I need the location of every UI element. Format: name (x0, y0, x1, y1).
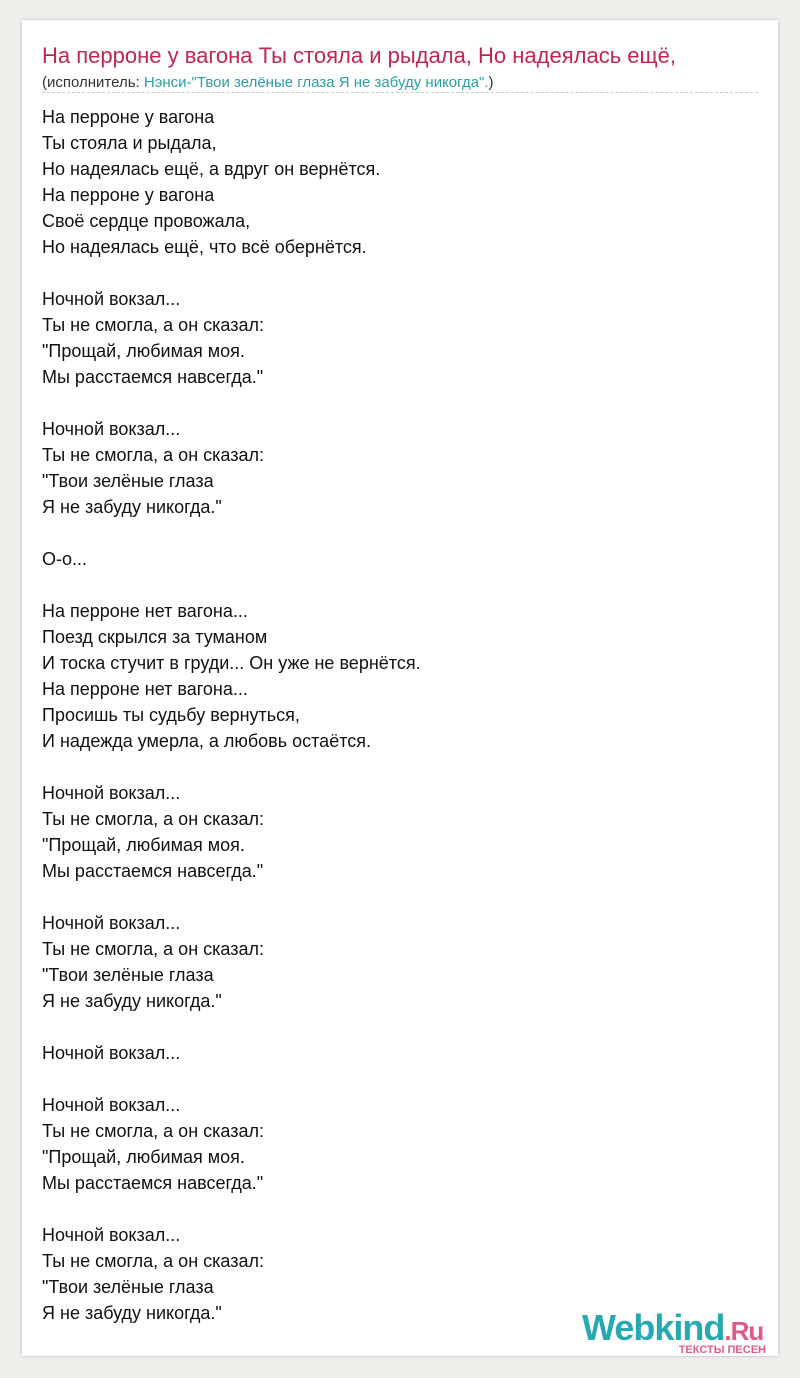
lyric-line: "Прощай, любимая моя. (42, 1147, 245, 1167)
lyric-line (42, 572, 758, 598)
lyric-line: О-о... (42, 549, 88, 569)
lyric-line: И тоска стучит в груди... Он уже не вернётся. (42, 653, 421, 673)
lyric-line: Ты не смогла, а он сказал: (42, 1121, 264, 1141)
artist-link[interactable]: Нэнси-"Твои зелёные глаза Я не забуду никогда". (143, 74, 489, 91)
lyric-line (42, 260, 758, 286)
lyrics-card (22, 20, 778, 1356)
lyric-line: Ты не смогла, а он сказал: (42, 445, 264, 465)
lyric-line: "Прощай, любимая моя. (42, 835, 245, 855)
lyric-line: И надежда умерла, а любовь остаётся. (42, 731, 371, 751)
artist-line (42, 73, 772, 93)
lyric-line: Но надеялась ещё, а вдруг он вернётся. (42, 159, 381, 179)
lyric-line: На перроне нет вагона... (42, 601, 248, 621)
lyric-line: "Прощай, любимая моя. (42, 341, 245, 361)
lyric-line: Ночной вокзал... (42, 783, 181, 803)
lyric-line (42, 390, 758, 416)
lyric-line: Просишь ты судьбу вернуться, (42, 705, 300, 725)
lyric-line: Своё сердце провожала, (42, 211, 251, 231)
lyric-line: Ты не смогла, а он сказал: (42, 809, 264, 829)
divider (42, 92, 758, 93)
page-title: На перроне у вагона Ты стояла и рыдала, Но надеялась ещё, (42, 43, 676, 68)
lyric-line (42, 1196, 758, 1222)
lyric-line (42, 520, 758, 546)
lyric-line: Но надеялась ещё, что всё обернётся. (42, 237, 367, 257)
lyric-line: Я не забуду никогда." (42, 1303, 222, 1323)
lyric-line: Ты не смогла, а он сказал: (42, 1251, 264, 1271)
lyric-line: Мы расстаемся навсегда." (42, 367, 264, 387)
lyric-line: Ночной вокзал... (42, 913, 181, 933)
lyric-line (42, 754, 758, 780)
lyric-line: Поезд скрылся за туманом (42, 627, 268, 647)
lyric-line: "Твои зелёные глаза (42, 1277, 214, 1297)
lyric-line (42, 884, 758, 910)
lyric-line: Ночной вокзал... (42, 419, 181, 439)
lyric-line: "Твои зелёные глаза (42, 965, 214, 985)
lyric-line: Ночной вокзал... (42, 289, 181, 309)
lyric-line: На перроне у вагона (42, 107, 215, 127)
lyric-line (42, 1014, 758, 1040)
lyric-line: Ты не смогла, а он сказал: (42, 939, 264, 959)
lyric-line: Мы расстаемся навсегда." (42, 1173, 264, 1193)
webkind-logo[interactable] (582, 1308, 778, 1358)
lyric-line: "Твои зелёные глаза (42, 471, 214, 491)
lyric-line (42, 1066, 758, 1092)
logo-brand-name: Webkind (582, 1307, 725, 1348)
lyric-line: На перроне у вагона (42, 185, 215, 205)
lyric-line: Ты стояла и рыдала, (42, 133, 217, 153)
logo-tld: .Ru (724, 1316, 764, 1346)
logo-tagline: ТЕКСТЫ ПЕСЕН (678, 1344, 766, 1356)
lyric-line: Мы расстаемся навсегда." (42, 861, 264, 881)
lyric-line: Я не забуду никогда." (42, 991, 222, 1011)
lyric-line: Ночной вокзал... (42, 1043, 181, 1063)
lyric-line: На перроне нет вагона... (42, 679, 248, 699)
lyric-line: Ты не смогла, а он сказал: (42, 315, 264, 335)
artist-suffix: ) (488, 74, 494, 91)
lyric-line: Ночной вокзал... (42, 1095, 181, 1115)
lyrics-text (42, 104, 758, 1326)
lyric-line: Я не забуду никогда." (42, 497, 222, 517)
artist-prefix: (исполнитель: (42, 74, 144, 91)
lyric-line: Ночной вокзал... (42, 1225, 181, 1245)
